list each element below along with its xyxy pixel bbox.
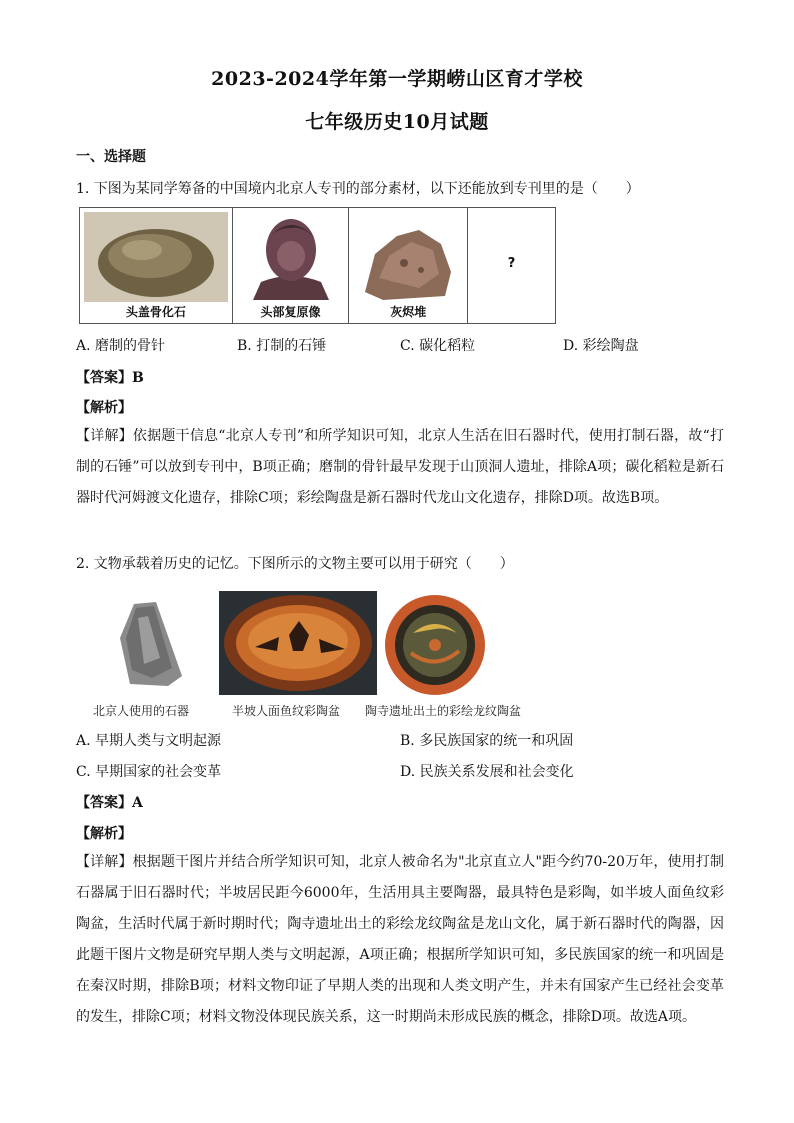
question-mark-icon: ? <box>507 256 516 271</box>
q1-stem: 1. 下图为某同学筹备的中国境内北京人专刊的部分素材，以下还能放到专刊里的是（ ） <box>76 181 640 197</box>
q1-caption-1: 头盖骨化石 <box>125 305 186 319</box>
painted-pottery-basin-icon <box>219 591 377 695</box>
q1-caption-3: 灰烬堆 <box>390 305 427 319</box>
q2-analysis-label: 【解析】 <box>76 826 132 842</box>
q1-image-skull <box>80 208 233 323</box>
q2-stem: 2. 文物承载着历史的记忆。下图所示的文物主要可以用于研究（ ） <box>76 556 514 572</box>
q2-option-d: D. 民族关系发展和社会变化 <box>400 764 574 780</box>
q1-option-a: A. 磨制的骨针 <box>76 338 166 354</box>
exam-title-line2: 七年级历史10月试题 <box>305 111 489 133</box>
q1-option-c: C. 碳化稻粒 <box>400 338 476 354</box>
q2-caption-1: 北京人使用的石器 <box>93 704 190 718</box>
q1-option-b: B. 打制的石锤 <box>237 338 327 354</box>
q2-option-c: C. 早期国家的社会变革 <box>76 764 222 780</box>
q1-detail: 【详解】依据题干信息“北京人专刊”和所学知识可知，北京人生活在旧石器时代，使用打制石器，故“打制的石锤”可以放到专刊中，B项正确；磨制的骨针最早发现于山顶洞人遗址，排除A项；碳化稻粒是新石器时代河姆渡文化遗存，排除C项；彩绘陶盘是新石器时代龙山文化遗存，排除D项。故选B项。 <box>76 428 724 506</box>
q2-caption-3: 陶寺遗址出土的彩绘龙纹陶盆 <box>365 704 522 718</box>
dragon-pottery-basin-icon <box>383 593 487 697</box>
q2-detail: 【详解】根据题干图片并结合所学知识可知，北京人被命名为"北京直立人"距今约70-20万年，使用打制石器属于旧石器时代；半坡居民距今6000年，生活用具主要陶器，最具特色是彩陶，如半坡人面鱼纹彩陶盆，生活时代属于新时期时代；陶寺遗址出土的彩绘龙纹陶盆是龙山文化，属于新石器时代的陶器，因此题干图片文物是研究早期人类与文明起源，A项正确；根据所学知识可知，多民族国家的统一和巩固是在秦汉时期，排除B项；材料文物印证了早期人类的出现和人类文明产生，并未有国家产生已经社会变革的发生，排除C项；材料文物没体现民族关系，这一时期尚未形成民族的概念，排除D项。故选A项。 <box>76 854 724 1025</box>
q1-analysis-label: 【解析】 <box>76 400 132 416</box>
q2-caption-2: 半坡人面鱼纹彩陶盆 <box>232 704 341 718</box>
q1-option-d: D. 彩绘陶盘 <box>563 338 639 354</box>
stone-tool-icon <box>112 598 188 690</box>
q1-answer: 【答案】B <box>76 370 144 386</box>
q1-image-bust <box>233 208 350 323</box>
q1-image-unknown <box>468 208 555 323</box>
q2-option-b: B. 多民族国家的统一和巩固 <box>400 733 574 749</box>
q2-answer: 【答案】A <box>76 795 143 811</box>
q2-option-a: A. 早期人类与文明起源 <box>76 733 222 749</box>
q1-image-ash <box>349 208 468 323</box>
q1-image-strip <box>79 207 556 324</box>
section-heading: 一、选择题 <box>76 149 146 165</box>
q1-caption-2: 头部复原像 <box>260 305 321 319</box>
exam-title-line1: 2023-2024学年第一学期崂山区育才学校 <box>211 68 583 90</box>
